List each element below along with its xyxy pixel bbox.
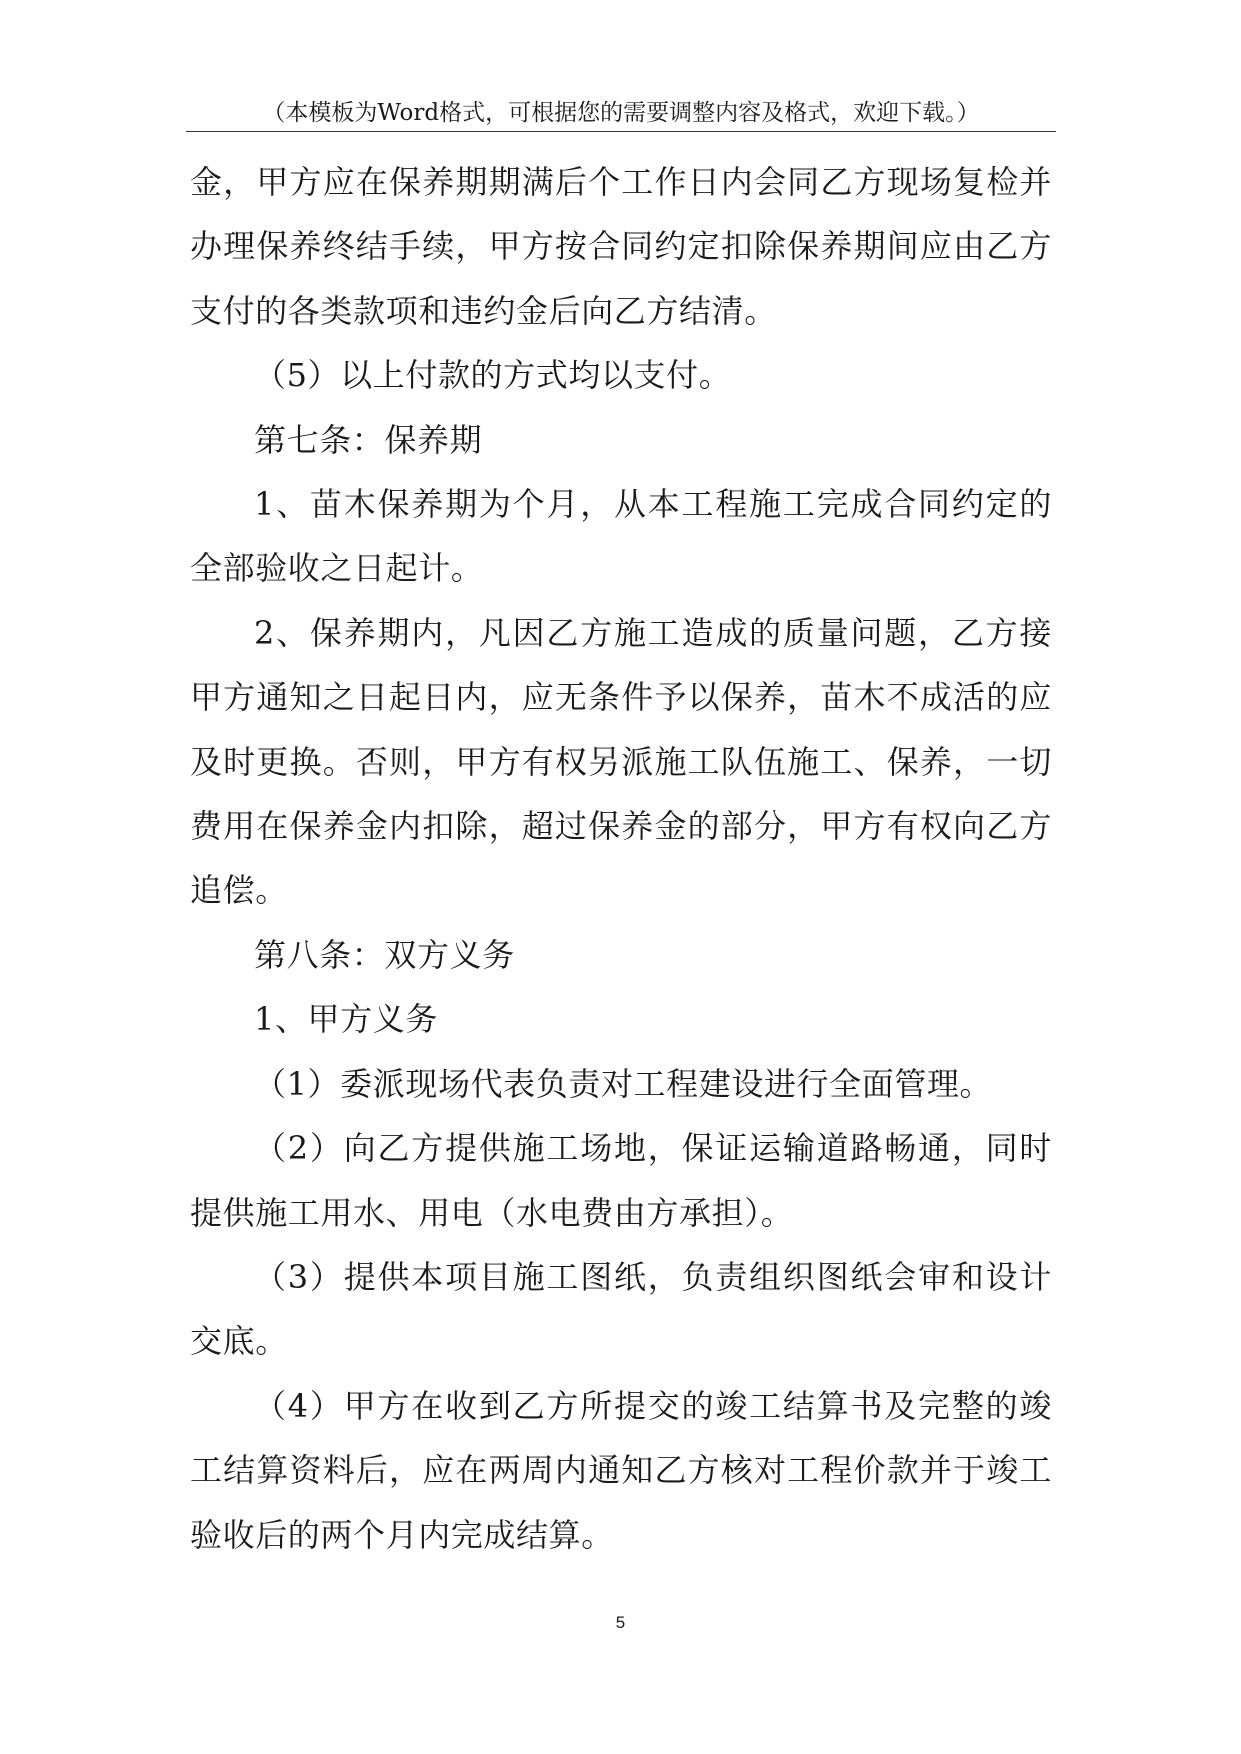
- section-heading: 第八条：双方义务: [254, 935, 515, 974]
- paragraph: （1）委派现场代表负责对工程建设进行全面管理。: [254, 1064, 993, 1103]
- paragraph: （2）向乙方提供施工场地，保证运输道路畅通，同时提供施工用水、用电（水电费由方承担）。: [190, 1129, 1052, 1232]
- page-number: 5: [615, 1613, 626, 1632]
- paragraph: （5）以上付款的方式均以支付。: [254, 356, 732, 395]
- subsection-heading: 1、甲方义务: [254, 1000, 438, 1039]
- paragraph: （4）甲方在收到乙方所提交的竣工结算书及完整的竣工结算资料后，应在两周内通知乙方核对工程价款并于竣工验收后的两个月内完成结算。: [190, 1386, 1052, 1554]
- paragraph: 金，甲方应在保养期期满后个工作日内会同乙方现场复检并办理保养终结手续，甲方按合同约定扣除保养期间应由乙方支付的各类款项和违约金后向乙方结清。: [190, 163, 1052, 330]
- paragraph: 2、保养期内，凡因乙方施工造成的质量问题，乙方接甲方通知之日起日内，应无条件予以保养，苗木不成活的应及时更换。否则，甲方有权另派施工队伍施工、保养，一切费用在保养金内扣除，超过保养金的部分，甲方有权向乙方追偿。: [190, 613, 1052, 910]
- paragraph: 1、苗木保养期为个月，从本工程施工完成合同约定的全部验收之日起计。: [190, 485, 1052, 588]
- section-heading: 第七条：保养期: [254, 420, 483, 459]
- header-note: （本模板为Word格式，可根据您的需要调整内容及格式，欢迎下载。）: [262, 100, 980, 126]
- document-body: [190, 150, 1052, 1567]
- header-divider: [186, 131, 1056, 132]
- paragraph: （3）提供本项目施工图纸，负责组织图纸会审和设计交底。: [190, 1257, 1052, 1361]
